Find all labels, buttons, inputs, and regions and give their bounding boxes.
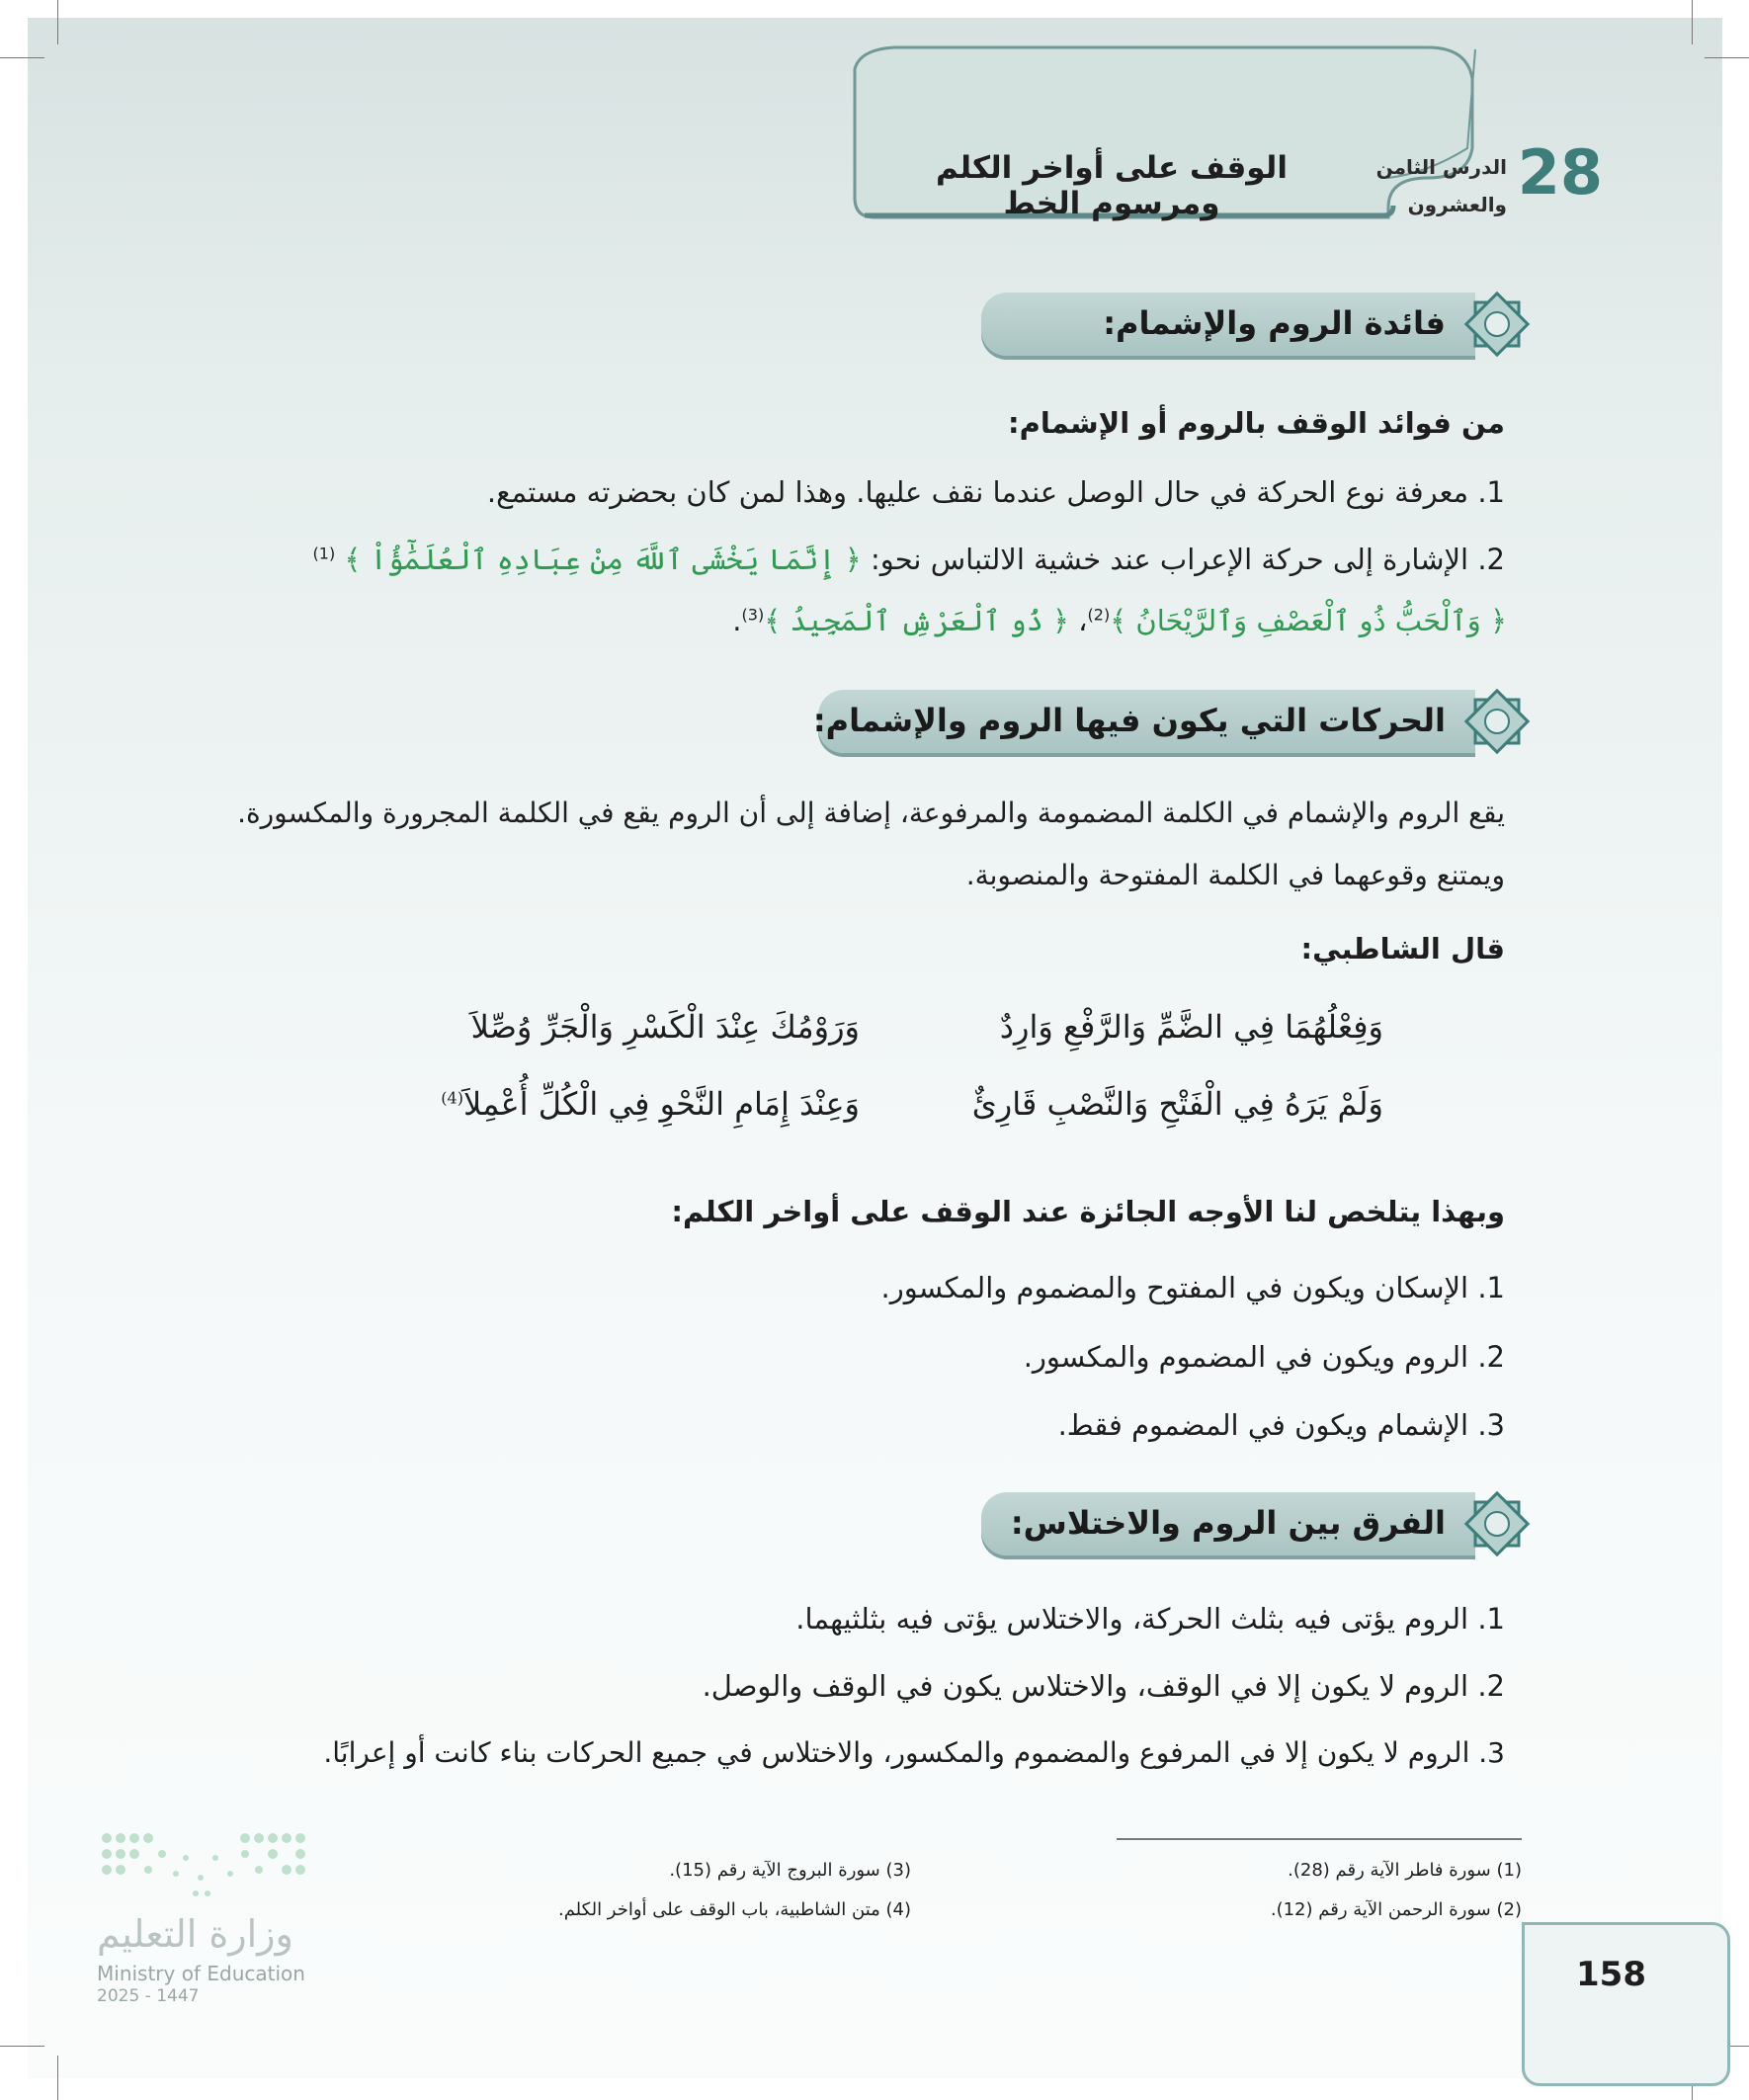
poem-line-2-left-text: وَعِنْدَ إِمَامِ النَّحْوِ فِي الْكُلِّ أُعْمِلاَ bbox=[462, 1085, 860, 1123]
page-number: 158 bbox=[1576, 1955, 1646, 1994]
quran-verse-3: ﴿ ذُو ٱلْعَرْشِ ٱلْمَجِيدُ ﴾ bbox=[764, 604, 1069, 637]
section-heading-benefit bbox=[973, 285, 1537, 364]
poem-line-1-right: وَفِعْلُهُمَا فِي الضَّمِّ وَالرَّفْعِ وَارِدٌ bbox=[999, 1008, 1383, 1046]
lesson-number: 28 bbox=[1517, 136, 1603, 209]
ministry-arabic-name: وزارة التعليم bbox=[97, 1912, 293, 1956]
crop-mark bbox=[1692, 0, 1693, 44]
ministry-logo-icon bbox=[97, 1828, 314, 1907]
poem-line-1-left: وَرَوْمُكَ عِنْدَ الْكَسْرِ وَالْجَرِّ وُصِّلاَ bbox=[470, 1008, 860, 1046]
footnote-3: (3) سورة البروج الآية رقم (15). bbox=[669, 1860, 911, 1881]
summary-item-3: 3. الإشمام ويكون في المضموم فقط. bbox=[1057, 1408, 1505, 1442]
benefits-intro: من فوائد الوقف بالروم أو الإشمام: bbox=[1007, 406, 1505, 440]
star-ornament-icon bbox=[1458, 1484, 1537, 1563]
footnote-4: (4) متن الشاطبية، باب الوقف على أواخر الكلم. bbox=[557, 1899, 911, 1920]
quran-verse-1: ﴿ إِنَّمَا يَخْشَى ٱللَّهَ مِنْ عِبَادِهِ ٱلْعُلَمَٰٓؤُاْ ﴾ bbox=[344, 543, 862, 576]
poem-line-2-right: وَلَمْ يَرَهُ فِي الْفَتْحِ وَالنَّصْبِ قَارِئٌ bbox=[971, 1085, 1383, 1123]
footnote-divider bbox=[1117, 1838, 1522, 1840]
summary-intro: وبهذا يتلخص لنا الأوجه الجائزة عند الوقف على أواخر الكلم: bbox=[671, 1195, 1505, 1228]
benefit-item-2 bbox=[313, 542, 1506, 579]
poem-line-2-left bbox=[441, 1085, 860, 1123]
benefit-item-1: 1. معرفة نوع الحركة في حال الوصل عندما نقف عليها. وهذا لمن كان بحضرته مستمع. bbox=[486, 475, 1505, 509]
movements-paragraph-line-1: يقع الروم والإشمام في الكلمة المضمومة والمرفوعة، إضافة إلى أن الروم يقع في الكلمة المجرورة والمكسورة. bbox=[237, 797, 1505, 829]
crop-mark bbox=[57, 2056, 58, 2100]
quran-verse-2: ﴿ وَٱلْحَبُّ ذُو ٱلْعَصْفِ وَٱلرَّيْحَانُ ﴾ bbox=[1110, 604, 1507, 637]
footnote-1: (1) سورة فاطر الآية رقم (28). bbox=[1288, 1860, 1522, 1881]
benefit-item-2-verses: ﴿ وَٱلْحَبُّ ذُو ٱلْعَصْفِ وَٱلرَّيْحَانُ ﴾$^{(2)}$، ﴿ ذُو ٱلْعَرْشِ ٱلْمَجِيدُ ﴾$^{(3)}$. bbox=[732, 604, 1507, 637]
crop-mark bbox=[57, 0, 58, 44]
crop-mark bbox=[0, 2046, 44, 2047]
lesson-title: الوقف على أواخر الكلم ومرسوم الخط bbox=[936, 150, 1288, 221]
section-heading-text: الحركات التي يكون فيها الروم والإشمام: bbox=[812, 702, 1446, 739]
footnote-ref-2: (2) bbox=[1087, 605, 1111, 625]
poet-label: قال الشاطبي: bbox=[1300, 932, 1505, 966]
lesson-label-1: الدرس الثامن bbox=[1375, 155, 1507, 179]
difference-item-2: 2. الروم لا يكون إلا في الوقف، والاختلاس يكون في الوقف والوصل. bbox=[702, 1669, 1505, 1703]
section-heading-difference bbox=[973, 1484, 1537, 1563]
ministry-english-name: Ministry of Education bbox=[97, 1962, 305, 1985]
crop-mark bbox=[1705, 57, 1749, 58]
lesson-label-2: والعشرون bbox=[1407, 193, 1507, 216]
footnote-ref-1: (1) bbox=[312, 544, 336, 563]
footnote-ref-4: (4) bbox=[441, 1088, 463, 1108]
benefit-item-2-text: 2. الإشارة إلى حركة الإعراب عند خشية الالتباس نحو: bbox=[870, 543, 1505, 576]
page-number-box bbox=[1522, 1922, 1730, 2086]
footnote-2: (2) سورة الرحمن الآية رقم (12). bbox=[1270, 1899, 1522, 1920]
section-heading-movements bbox=[810, 682, 1537, 761]
summary-item-1: 1. الإسكان ويكون في المفتوح والمضموم والمكسور. bbox=[880, 1271, 1505, 1304]
section-heading-text: الفرق بين الروم والاختلاس: bbox=[1010, 1504, 1446, 1542]
star-ornament-icon bbox=[1458, 682, 1537, 761]
star-ornament-icon bbox=[1458, 285, 1537, 364]
difference-item-3: 3. الروم لا يكون إلا في المرفوع والمضموم والمكسور، والاختلاس في جميع الحركات بناء كانت أو إعرابًا. bbox=[323, 1736, 1505, 1769]
difference-item-1: 1. الروم يؤتى فيه بثلث الحركة، والاختلاس يؤتى فيه بثلثيهما. bbox=[795, 1602, 1505, 1636]
ministry-year: 2025 - 1447 bbox=[97, 1986, 200, 2006]
footnote-ref-3: (3) bbox=[741, 605, 765, 625]
section-heading-text: فائدة الروم والإشمام: bbox=[1103, 304, 1446, 342]
crop-mark bbox=[0, 57, 44, 58]
summary-item-2: 2. الروم ويكون في المضموم والمكسور. bbox=[1023, 1340, 1505, 1374]
movements-paragraph-line-2: ويمتنع وقوعهما في الكلمة المفتوحة والمنصوبة. bbox=[965, 859, 1505, 891]
